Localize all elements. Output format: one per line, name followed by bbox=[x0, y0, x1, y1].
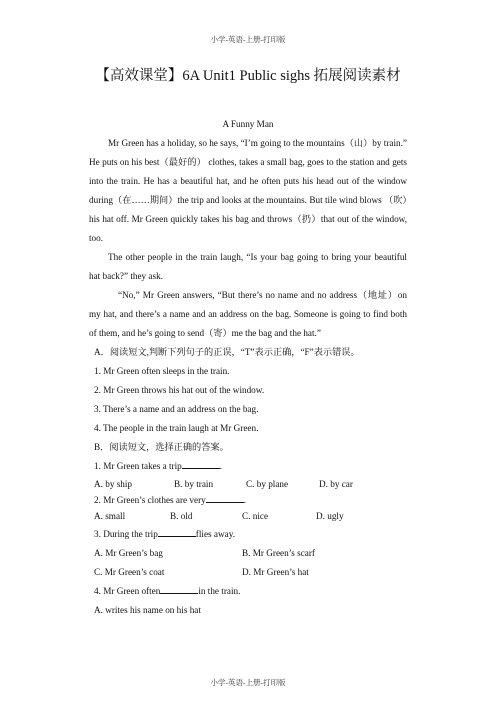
section-b-heading: B．阅读短文，选择正确的答案。 bbox=[94, 442, 229, 452]
question-3-stem bbox=[94, 525, 407, 544]
passage-paragraph-2: The other people in the train laugh, “Is your bag going to bring your beautiful hat back?” they ask. bbox=[89, 252, 407, 281]
answer-blank bbox=[158, 527, 196, 537]
option-d: D. ugly bbox=[316, 511, 344, 521]
question-2-options bbox=[94, 508, 407, 525]
section-a-item-4: 4. The people in the train laugh at Mr Green. bbox=[94, 423, 259, 433]
section-a-item-2: 2. Mr Green throws his hat out of the window. bbox=[94, 385, 265, 395]
question-4-option-a: A. writes his name on his hat bbox=[94, 605, 201, 615]
document-title: 【高效课堂】6A Unit1 Public sighs 拓展阅读素材 bbox=[95, 68, 401, 84]
page-header: 小学-英语-上册-打印版 bbox=[210, 35, 286, 44]
option-c: C. by plane bbox=[246, 479, 289, 489]
question-3-options-row-1 bbox=[94, 544, 407, 563]
option-d: D. Mr Green’s hat bbox=[242, 567, 309, 577]
option-c: C. Mr Green’s coat bbox=[94, 567, 165, 577]
question-1-options bbox=[94, 476, 407, 493]
option-b: B. old bbox=[170, 511, 193, 521]
option-b: B. Mr Green’s scarf bbox=[242, 548, 315, 558]
question-stem-end: in the train. bbox=[198, 586, 241, 596]
answer-blank bbox=[160, 584, 198, 594]
answer-blank bbox=[206, 493, 247, 505]
question-1-stem bbox=[94, 457, 407, 476]
page-footer: 小学-英语-上册-打印版 bbox=[210, 678, 286, 687]
answer-blank bbox=[182, 459, 223, 471]
passage-title: A Funny Man bbox=[222, 119, 274, 129]
question-stem-end: . bbox=[243, 495, 247, 505]
question-stem-text: 4. Mr Green often bbox=[94, 586, 161, 596]
question-4-stem bbox=[94, 582, 407, 601]
question-stem-text: 2. Mr Green’s clothes are very bbox=[94, 495, 206, 505]
option-c: C. nice bbox=[242, 511, 269, 521]
document-body bbox=[89, 115, 407, 620]
section-a-item-1: 1. Mr Green often sleeps in the train. bbox=[94, 366, 230, 376]
option-d: D. by car bbox=[319, 479, 353, 489]
question-stem-end: flies away. bbox=[195, 529, 235, 539]
question-2-stem bbox=[94, 493, 407, 508]
option-a: A. small bbox=[94, 511, 126, 521]
section-a-heading: A．阅读短文,判断下列句子的正误，“T”表示正确，“F”表示错误。 bbox=[94, 347, 360, 357]
option-a: A. Mr Green’s bag bbox=[94, 548, 163, 558]
option-b: B. by train bbox=[174, 479, 214, 489]
passage-paragraph-1: Mr Green has a holiday, so he says, “I’m going to the mountains（山）by train.” He puts on his best（最好的） clothes, takes a small bag, goes to the station and gets into the train. He has a beautiful hat, and he often puts his head out of the window during（在……期间）the trip and looks at the mountains. But tile wind blows （吹）his hat off. Mr Green quickly takes his bag and throws（扔）that out of the window, too. bbox=[89, 138, 407, 243]
question-stem-end: . bbox=[219, 461, 223, 471]
question-stem-text: 1. Mr Green takes a trip bbox=[94, 461, 182, 471]
question-3-options-row-2 bbox=[94, 563, 407, 582]
passage-paragraph-3: “No,” Mr Green answers, “But there’s no name and no address（地址）on my hat, and there’s a name and an address on the bag. Someone is going to find both of them, and he’s going to send（寄）me the bag and the hat.” bbox=[89, 290, 407, 338]
section-a-item-3: 3. There’s a name and an address on the bag. bbox=[94, 404, 259, 414]
option-a: A. by ship bbox=[94, 479, 133, 489]
question-stem-text: 3. During the trip bbox=[94, 529, 158, 539]
